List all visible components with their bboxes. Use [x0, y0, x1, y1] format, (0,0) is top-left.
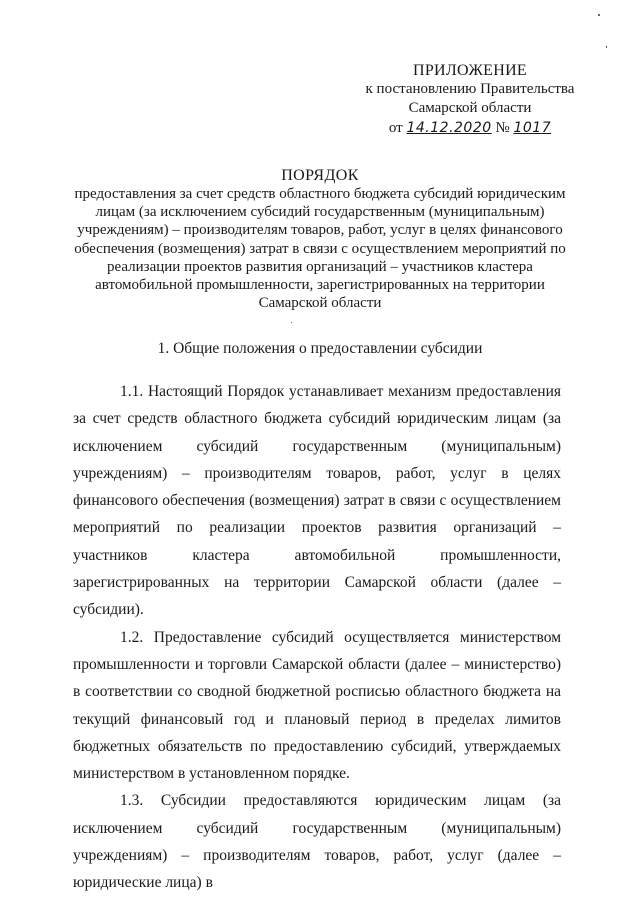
handwritten-number: 1017: [513, 120, 552, 136]
order-title: ПОРЯДОК: [281, 167, 359, 184]
appendix-date-row: [345, 119, 595, 138]
date-prefix: от: [388, 120, 403, 136]
appendix-title: ПРИЛОЖЕНИЕ: [412, 62, 527, 79]
paragraph-1-3: 1.3. Субсидии предоставляются юридическим лицам (за исключением субсидий государственным (муниципальным) учреждениям) – производителям товаров, работ, услуг (далее – юридические лица) в: [73, 792, 561, 892]
number-prefix: №: [495, 120, 510, 136]
scan-speck: [598, 14, 600, 16]
order-subtitle: предоставления за счет средств областного бюджета субсидий юридическим лицам (за исключением субсидий государственным (муниципальным) учреждениям) – производителям товаров, работ, услуг в целях финансового обеспечения (возмещения) затрат в связи с осуществлением мероприятий по реализации проектов развития организаций – участников кластера автомобильной промышленности, зарегистрированных на территории Самарской области: [74, 186, 566, 312]
appendix-header: [345, 61, 595, 138]
handwritten-date: 14.12.2020: [406, 120, 492, 136]
section-body: [73, 378, 561, 897]
scan-speck: [291, 322, 292, 323]
appendix-line-2: Самарской области: [408, 100, 532, 116]
scan-speck: [606, 46, 607, 48]
paragraph-1-2: 1.2. Предоставление субсидий осуществляется министерством промышленности и торговли Самарской области (далее – министерство) в соответствии со сводной бюджетной росписью областного бюджета на текущий финансовый год и плановый период в пределах лимитов бюджетных обязательств по предоставлению субсидий, утверждаемых министерством в установленном порядке.: [73, 628, 561, 783]
appendix-line-1: к постановлению Правительства: [365, 81, 575, 97]
section-heading: 1. Общие положения о предоставлении субсидии: [157, 340, 483, 357]
paragraph-1-1: 1.1. Настоящий Порядок устанавливает механизм предоставления за счет средств областного бюджета субсидий юридическим лицам (за исключением субсидий государственным (муниципальным) учреждениям) – производителям товаров, работ, услуг в целях финансового обеспечения (возмещения) затрат в связи с осуществлением мероприятий по реализации проектов развития организаций – участников кластера автомобильной промышленности, зарегистрированных на территории Самарской области (далее – субсидии).: [73, 383, 561, 619]
